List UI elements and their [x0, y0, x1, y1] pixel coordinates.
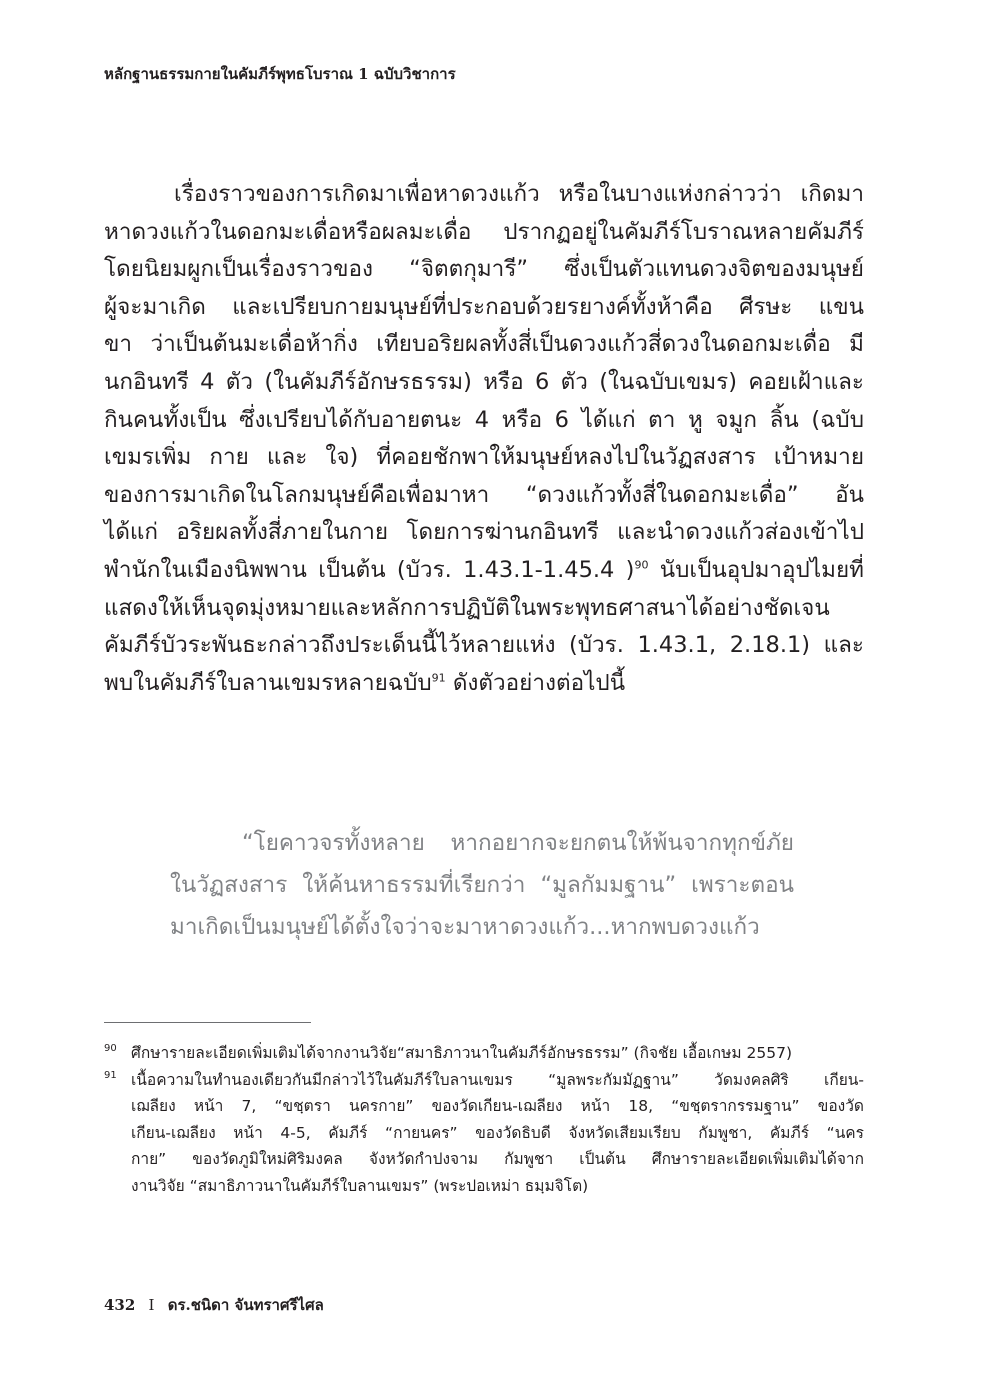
main-paragraph: [104, 176, 864, 702]
running-title: หลักฐานธรรมกายในคัมภีร์พุทธโบราณ 1 ฉบับวิชาการ: [104, 65, 456, 83]
footnote-line: เนื้อความในทำนองเดียวกันมีกล่าวไว้ในคัมภีร์ใบลานเขมร “มูลพระกัมมัฏฐาน” วัดมงคลศิริ เกียน-: [131, 1070, 864, 1089]
paragraph-line: โดยนิยมผูกเป็นเรื่องราวของ “จิตตกุมารี” ซึ่งเป็นตัวแทนดวงจิตของมนุษย์: [104, 256, 864, 283]
line-text: ดังตัวอย่างต่อไปนี้: [445, 669, 626, 696]
paragraph-line: คัมภีร์บัวระพันธะกล่าวถึงประเด็นนี้ไว้หลายแห่ง (บัวร. 1.43.1, 2.18.1) และ: [104, 632, 864, 659]
paragraph-line: ของการมาเกิดในโลกมนุษย์คือเพื่อมาหา “ดวงแก้วทั้งสี่ในดอกมะเดื่อ” อัน: [104, 481, 864, 508]
line-text: พำนักในเมืองนิพพาน เป็นต้น (บัวร. 1.43.1-1.45.4 ): [104, 556, 635, 583]
paragraph-line: แสดงให้เห็นจุดมุ่งหมายและหลักการปฏิบัติในพระพุทธศาสนาได้อย่างชัดเจน: [104, 594, 830, 621]
line-text: นับเป็นอุปมาอุปไมยที่: [648, 556, 864, 583]
paragraph-line: ผู้จะมาเกิด และเปรียบกายมนุษย์ที่ประกอบด้วยรยางค์ทั้งห้าคือ ศีรษะ แขน: [104, 293, 864, 320]
footnote-line: เกียน-เฌลียง หน้า 4-5, คัมภีร์ “กายนคร” ของวัดธิบดี จังหวัดเสียมเรียบ กัมพูชา, คัมภีร์ “นคร: [131, 1123, 864, 1142]
footnotes: [104, 1040, 864, 1199]
footnote-ref-90[interactable]: 90: [634, 558, 649, 572]
quote-line: ในวัฏสงสาร ให้ค้นหาธรรมที่เรียกว่า “มูลกัมมฐาน” เพราะตอน: [170, 872, 794, 898]
footnote-number: 91: [104, 1069, 117, 1081]
page-number: 432: [104, 1296, 136, 1314]
paragraph-line: เรื่องราวของการเกิดมาเพื่อหาดวงแก้ว หรือในบางแห่งกล่าวว่า เกิดมา: [174, 181, 864, 207]
author-name: ดร.ชนิดา จันทราศรีไศล: [167, 1296, 324, 1314]
footnote-90: [104, 1040, 864, 1067]
footnote-91: [104, 1067, 864, 1200]
page-footer: [104, 1293, 324, 1317]
quote-line: มาเกิดเป็นมนุษย์ได้ตั้งใจว่าจะมาหาดวงแก้ว...หากพบดวงแก้ว: [170, 914, 760, 940]
quote-line: “โยคาวจรทั้งหลาย หากอยากจะยกตนให้พ้นจากทุกข์ภัย: [242, 830, 794, 856]
paragraph-line: เขมรเพิ่ม กาย และ ใจ) ที่คอยชักพาให้มนุษย์หลงไปในวัฏสงสาร เป้าหมาย: [104, 444, 864, 471]
paragraph-line: [104, 552, 864, 590]
block-quote: [170, 822, 794, 948]
paragraph-line: ขา ว่าเป็นต้นมะเดื่อห้ากิ่ง เทียบอริยผลทั้งสี่เป็นดวงแก้วสี่ดวงในดอกมะเดื่อ มี: [104, 331, 864, 358]
footnote-divider: [104, 1022, 311, 1023]
line-text: พบในคัมภีร์ใบลานเขมรหลายฉบับ: [104, 669, 432, 696]
paragraph-line: [104, 665, 864, 703]
footer-separator: I: [148, 1296, 155, 1314]
footnote-ref-91[interactable]: 91: [431, 671, 446, 685]
footnote-line: ศึกษารายละเอียดเพิ่มเติมได้จากงานวิจัย“สมาธิภาวนาในคัมภีร์อักษรธรรม” (กิจชัย เอื้อเกษม 2557): [131, 1044, 793, 1062]
footnote-line: งานวิจัย “สมาธิภาวนาในคัมภีร์ใบลานเขมร” (พระปอเหม่า ธมฺมจิโต): [131, 1176, 589, 1195]
footnote-line: เฌลียง หน้า 7, “ขชฺตรา นครกาย” ของวัดเกียน-เฌลียง หน้า 18, “ขชฺตรากรรมฐาน” ของวัด: [131, 1097, 864, 1115]
paragraph-line: นกอินทรี 4 ตัว (ในคัมภีร์อักษรธรรม) หรือ 6 ตัว (ในฉบับเขมร) คอยเฝ้าและ: [104, 368, 864, 395]
paragraph-line: กินคนทั้งเป็น ซึ่งเปรียบได้กับอายตนะ 4 หรือ 6 ได้แก่ ตา หู จมูก ลิ้น (ฉบับ: [104, 406, 864, 433]
footnote-number: 90: [104, 1043, 117, 1054]
footnote-line: กาย” ของวัดภูมิใหม่ศิริมงคล จังหวัดกำปงจาม กัมพูชา เป็นต้น ศึกษารายละเอียดเพิ่มเติมได้จาก: [131, 1150, 864, 1168]
paragraph-line: หาดวงแก้วในดอกมะเดื่อหรือผลมะเดื่อ ปรากฏอยู่ในคัมภีร์โบราณหลายคัมภีร์: [104, 218, 864, 245]
paragraph-line: ได้แก่ อริยผลทั้งสี่ภายในกาย โดยการฆ่านกอินทรี และนำดวงแก้วส่องเข้าไป: [104, 519, 864, 546]
running-header: [104, 62, 456, 86]
